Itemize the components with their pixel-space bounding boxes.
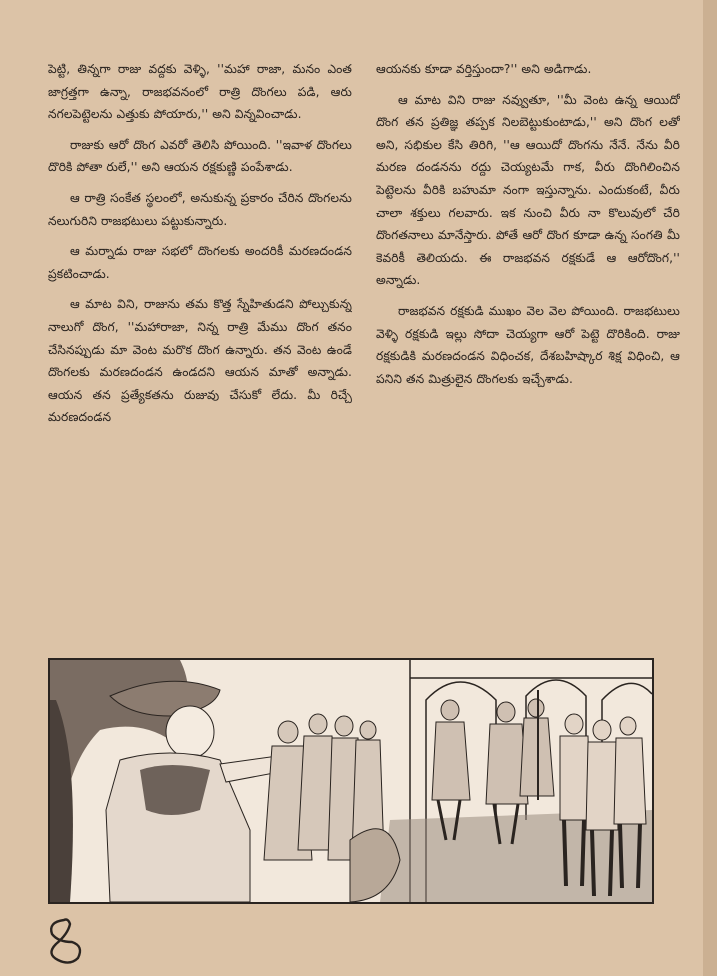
left-paragraph-2: రాజుకు ఆరో దొంగ ఎవరో తెలిసి పోయింది. ''ఇవాళ దొంగలు దొరికి పోతా రులే,'' అని ఆయన రక్షకుణ్ణి పంపేశాడు.	[48, 137, 352, 175]
right-column	[376, 58, 680, 648]
page-edge	[703, 0, 717, 976]
court-scene-drawing	[50, 660, 652, 902]
left-paragraph-5: ఆ మాట విని, రాజును తమ కొత్త స్నేహితుడని పోల్చుకున్న నాలుగో దొంగ, ''మహారాజా, నిన్న రాత్రి మేము దొంగ తనం చేసినప్పుడు మా వెంట మరొక దొంగ ఉన్నారు. తన వెంట ఉండే దొంగలకు మరణదండన ఉండదని ఆయన మాతో అన్నాడు. ఆయన తన ప్రత్యేకతను రుజువు చేసుకో లేదు. మీ రిచ్చే మరణదండన	[48, 297, 352, 425]
left-paragraph-4: ఆ మర్నాడు రాజు సభలో దొంగలకు అందరికీ మరణదండన ప్రకటించాడు.	[48, 244, 352, 281]
left-paragraph-1: పెట్టి, తిన్నగా రాజు వద్దకు వెళ్ళి, ''మహా రాజా, మనం ఎంత జాగ్రత్తగా ఉన్నా, రాజభవనంలో రాత్రి దొంగలు పడి, ఆరు నగలపెట్టెలను ఎత్తుకు పోయారు,'' అని విన్నవించాడు.	[48, 62, 352, 122]
handwritten-page-number	[34, 912, 94, 968]
text-columns	[48, 58, 680, 648]
right-paragraph-1: ఆయనకు కూడా వర్తిస్తుందా?'' అని అడిగాడు.	[376, 62, 592, 76]
left-column	[48, 58, 352, 648]
right-paragraph-2: ఆ మాట విని రాజు నవ్వుతూ, ''మీ వెంట ఉన్న ఆయిదో దొంగ తన ప్రతిజ్ఞ తప్పక నిలబెట్టుకుంటాడు,'' అని దొంగ లతో అని, సభికుల కేసి తిరిగి, ''ఆ ఆయిదో దొంగను నేనే. నేను వీరి మరణ దండనను రద్దు చెయ్యటమే గాక, వీరు దొంగిలించిన పెట్టెలను వీరికి బహుమా నంగా ఇస్తున్నాను. ఎందుకంటే, వీరు చాలా శక్తులు గలవారు. ఇక నుంచి వీరు నా కొలువులో చేరి దొంగతనాలు మానేస్తారు. పోతే ఆరో దొంగ కూడా ఉన్న సంగతి మీ కెవరికీ తెలియదు. ఈ రాజభవన రక్షకుడే ఆ ఆరోదొంగ,'' అన్నాడు.	[376, 92, 680, 288]
right-paragraph-3: రాజభవన రక్షకుడి ముఖం వెల వెల పోయింది. రాజభటులు వెళ్ళి రక్షకుడి ఇల్లు సోదా చెయ్యగా ఆరో పెట్టె దొరికింది. రాజు రక్షకుడికి మరణదండన విధించక, దేశబహిష్కార శిక్ష విధించి, ఆ పనిని తన మిత్రులైన దొంగలకు ఇచ్చేశాడు.	[376, 303, 680, 386]
left-paragraph-3: ఆ రాత్రి సంకేత స్థలంలో, అనుకున్న ప్రకారం చేరిన దొంగలను నలుగురిని రాజభటులు పట్టుకున్నారు.	[48, 190, 352, 228]
story-illustration	[48, 658, 654, 904]
page-number	[34, 912, 94, 968]
